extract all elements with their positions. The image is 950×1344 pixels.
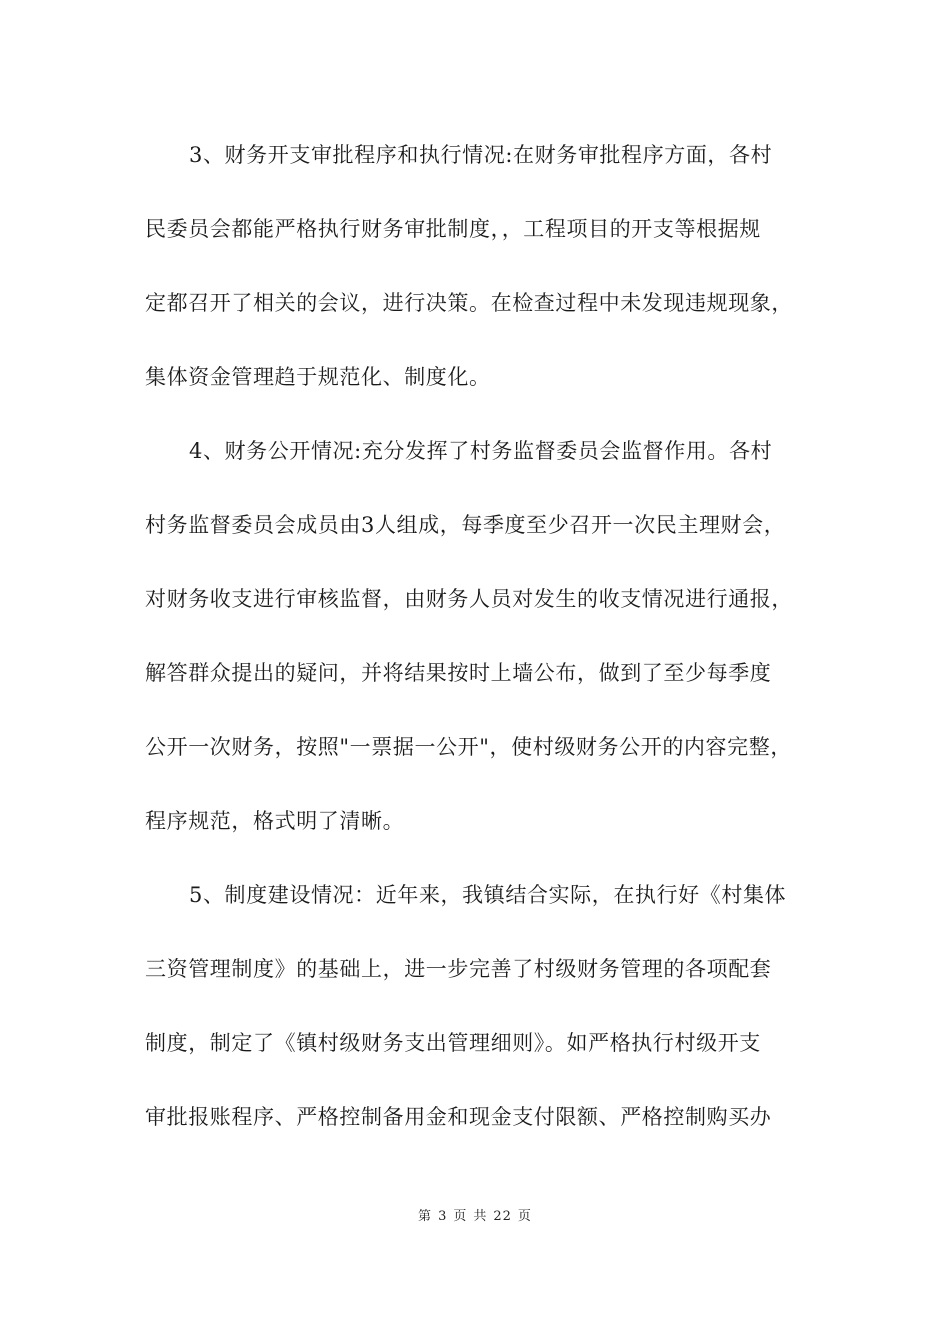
paragraph-4-line-3: 对财务收支进行审核监督，由财务人员对发生的收支情况进行通报， — [145, 587, 793, 611]
paragraph-3-line-4: 集体资金管理趋于规范化、制度化。 — [145, 365, 491, 389]
footer-suffix: 页 — [517, 1209, 532, 1224]
paragraph-3-line-3: 定都召开了相关的会议，进行决策。在检查过程中未发现违规现象， — [145, 291, 793, 315]
paragraph-3-line-2: 民委员会都能严格执行财务审批制度，，工程项目的开支等根据规 — [145, 217, 761, 241]
paragraph-4-line-2: 村务监督委员会成员由3人组成，每季度至少召开一次民主理财会， — [145, 513, 786, 537]
paragraph-4-line-1: 4、财务公开情况:充分发挥了村务监督委员会监督作用。各村 — [189, 439, 773, 463]
paragraph-5-line-3: 制度，制定了《镇村级财务支出管理细则》。如严格执行村级开支 — [145, 1031, 761, 1055]
footer-prefix: 第 — [418, 1209, 433, 1224]
footer-total-word: 共 — [473, 1209, 488, 1224]
paragraph-4-line-6: 程序规范，格式明了清晰。 — [145, 809, 405, 833]
footer-current-page: 3 — [438, 1209, 448, 1224]
page-footer — [0, 1208, 950, 1226]
footer-page-word: 页 — [453, 1209, 468, 1224]
footer-total-pages: 22 — [493, 1209, 512, 1224]
paragraph-5-line-2: 三资管理制度》的基础上，进一步完善了村级财务管理的各项配套 — [145, 957, 772, 981]
paragraph-3-line-1: 3、财务开支审批程序和执行情况:在财务审批程序方面，各村 — [189, 143, 773, 167]
paragraph-4-line-5: 公开一次财务，按照"一票据一公开"，使村级财务公开的内容完整， — [145, 735, 792, 759]
paragraph-5-line-4: 审批报账程序、严格控制备用金和现金支付限额、严格控制购买办 — [145, 1105, 772, 1129]
paragraph-5-line-1: 5、制度建设情况：近年来，我镇结合实际，在执行好《村集体 — [189, 883, 787, 907]
paragraph-4-line-4: 解答群众提出的疑问，并将结果按时上墙公布，做到了至少每季度 — [145, 661, 772, 685]
